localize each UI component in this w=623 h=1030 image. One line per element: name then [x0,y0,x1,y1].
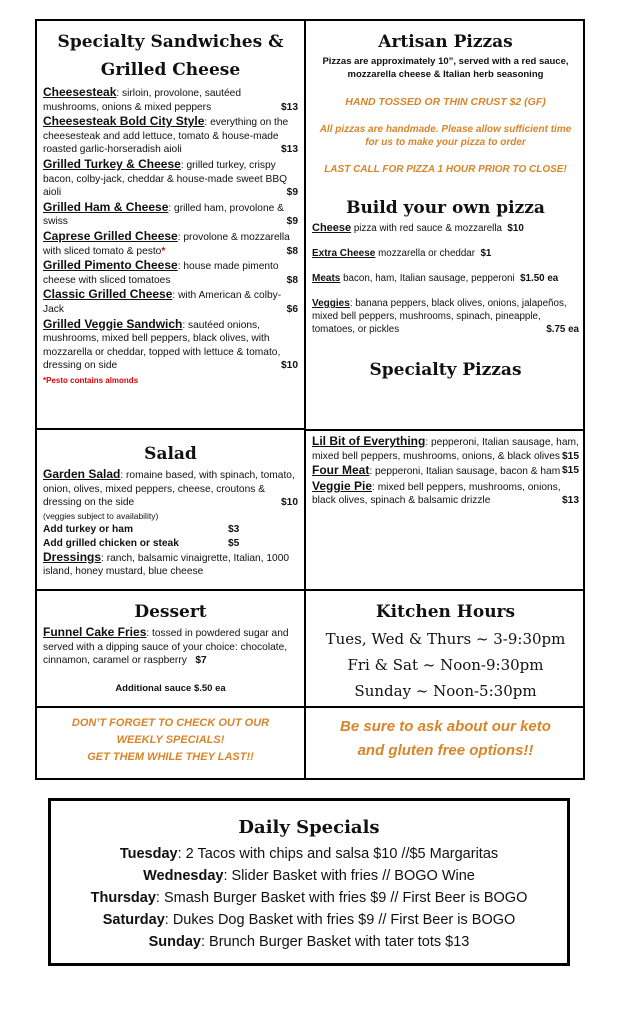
menu-item: Veggie Pie: mixed bell peppers, mushrooms, onions, black olives, spinach & balsamic drizzle $13 [312,478,579,507]
additional-sauce: Additional sauce $.50 ea [115,682,226,694]
weekly-line-2: WEEKLY SPECIALS! [116,734,225,746]
daily-row: Thursday: Smash Burger Basket with fries $9 // First Beer is BOGO [90,890,528,906]
menu-item: Four Meat: pepperoni, Italian sausage, bacon & ham $15 [312,463,579,478]
keto-line-1: Be sure to ask about our keto [340,718,551,735]
daily-row: Tuesday: 2 Tacos with chips and salsa $10 //$5 Margaritas [119,846,499,862]
pesto-note: *Pesto contains almonds [43,375,139,385]
hours-line-1: Tues, Wed & Thurs ~ 3-9:30pm [325,630,566,648]
dressings: Dressings: ranch, balsamic vinaigrette, Italian, 1000 island, honey mustard, blue cheese [43,549,290,578]
weekly-line-3: GET THEM WHILE THEY LAST!! [87,751,254,763]
menu-item: Cheesesteak Bold City Style: everything on the cheesesteak and add lettuce, tomato & house-made roasted garlic-horseradish aioli $13 [43,114,298,156]
menu-item: Meats bacon, ham, Italian sausage, pepperoni $1.50 ea [312,273,559,284]
specialty-section [306,435,585,509]
divider-left-1 [35,428,306,430]
veggie-note: (veggies subject to availability) [43,510,159,521]
daily-title: Daily Specials [238,817,380,838]
keto-line-2: and gluten free options!! [357,742,534,759]
weekly-section [37,715,304,766]
daily-row: Wednesday: Slider Basket with fries // BOGO Wine [143,868,475,884]
salad-section [37,440,304,579]
hours-title: Kitchen Hours [375,602,516,622]
hours-line-3: Sunday ~ Noon-5:30pm [354,682,537,700]
hours-section [306,598,585,704]
funnel-cake: Funnel Cake Fries: tossed in powdered sugar and served with a dipping sauce of your choice: chocolate, cinnamon, caramel or raspberry $7 [43,625,289,667]
build-title: Build your own pizza [346,198,545,218]
menu-item: Grilled Ham & Cheese: grilled ham, provolone & swiss $9 [43,199,298,228]
keto-section [306,715,585,763]
menu-item: Grilled Turkey & Cheese: grilled turkey, crispy bacon, colby-jack, cheddar & house-made sweet BBQ aioli $9 [43,156,298,199]
daily-specials-box [48,798,570,966]
garden-salad: Garden Salad: romaine based, with spinach, tomato, onion, olives, mixed peppers, cheese, croutons & dressing on the side $10 [43,467,298,509]
dessert-title: Dessert [134,602,207,622]
salad-title: Salad [144,444,197,464]
dessert-section [37,598,304,695]
add-turkey: Add turkey or ham $3 [43,524,240,536]
pizzas-title: Artisan Pizzas [378,32,513,52]
daily-row: Saturday: Dukes Dog Basket with fries $9 // First Beer is BOGO [102,912,516,928]
weekly-line-1: DON’T FORGET TO CHECK OUT OUR [71,717,270,729]
pizzas-subtitle: Pizzas are approximately 10”, served with a red sauce, mozzarella cheese & Italian herb seasoning [322,56,569,80]
add-chicken: Add grilled chicken or steak $5 [43,537,240,549]
menu-item: Extra Cheese mozzarella or cheddar $1 [312,248,492,259]
divider-mid [35,589,585,591]
menu-item: Lil Bit of Everything: pepperoni, Italian sausage, ham, mixed bell peppers, mushrooms, onions, & black olives $15 [312,434,579,462]
menu-item: Cheesesteak: sirloin, provolone, sautéed mushrooms, onions & mixed peppers $13 [43,85,298,113]
menu-item: Caprese Grilled Cheese: provolone & mozzarella with sliced tomato & pesto* $8 [43,228,298,257]
menu-item: Grilled Pimento Cheese: house made pimento cheese with sliced tomatoes $8 [43,258,298,286]
menu-item: Cheese pizza with red sauce & mozzarella $10 [312,222,524,234]
daily-row: Sunday: Brunch Burger Basket with tater tots $13 [148,934,470,950]
divider-right-1 [304,429,585,431]
menu-item: Veggies: banana peppers, black olives, onions, jalapeños, mixed bell peppers, mushrooms, spinach, pineapple, tomatoes, or pickles $.75 ea [312,298,579,335]
hours-line-2: Fri & Sat ~ Noon-9:30pm [347,656,544,674]
sandwiches-section [37,28,304,387]
specialty-title: Specialty Pizzas [369,360,522,380]
sandwiches-title-2: Grilled Cheese [100,60,241,80]
sandwiches-title-1: Specialty Sandwiches & [57,32,284,52]
crust-options: HAND TOSSED OR THIN CRUST $2 (GF) [345,96,546,108]
menu-item: Classic Grilled Cheese: with American & colby-Jack $6 [43,287,298,315]
pizzas-section [306,28,585,384]
handmade-note: All pizzas are handmade. Please allow sufficient time for us to make your pizza to order [319,124,572,148]
last-call-note: LAST CALL FOR PIZZA 1 HOUR PRIOR TO CLOSE! [324,164,567,175]
menu-item: Grilled Veggie Sandwich: sautéed onions, mushrooms, mixed bell peppers, black olives, with mozzarella or cheddar, topped with lettuce & tomato, dressing on side $10 [43,316,298,372]
divider-bottom [35,706,585,708]
